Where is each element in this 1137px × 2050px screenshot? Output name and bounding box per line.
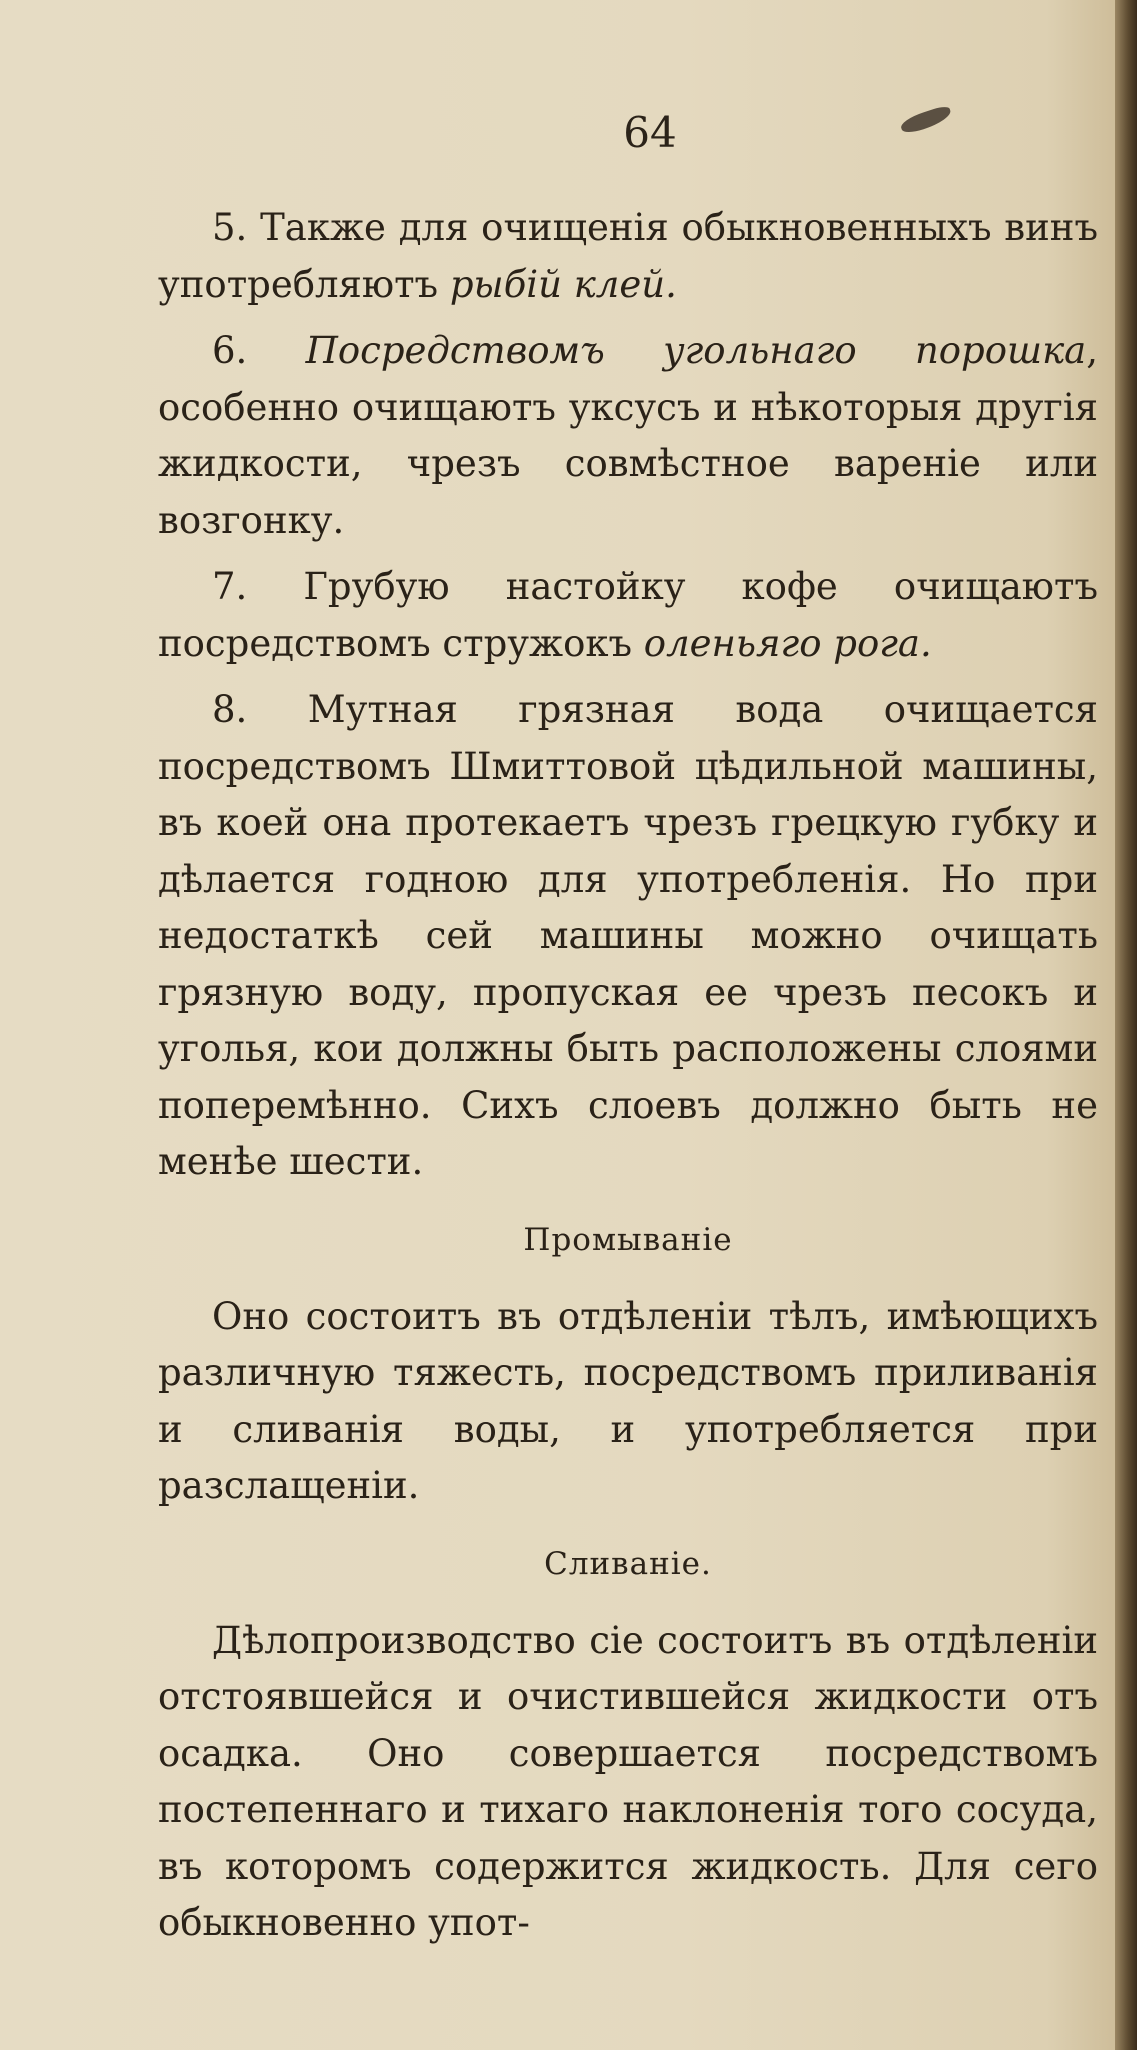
section-washing-text: Оно состоитъ въ отдѣленіи тѣлъ, имѣющихъ различную тяжесть, посредствомъ приливанія и сливанія воды, и употребляется при разслащеніи. <box>158 1294 1098 1507</box>
paragraph-6-text: , особенно очищаютъ уксусъ и нѣкоторыя другія жидкости, чрезъ совмѣстное вареніе или возгонку. <box>158 329 1098 542</box>
paragraph-6-number: 6. <box>212 329 306 372</box>
paragraph-7 <box>158 559 1098 672</box>
paragraph-5-text: 5. Также для очищенія обыкновенныхъ винъ употребляютъ <box>158 206 1098 306</box>
section-heading-washing: Промываніе <box>523 1221 733 1258</box>
paragraph-6-italic: Посредствомъ угольнаго порошка <box>305 329 1087 372</box>
paragraph-8 <box>158 682 1098 1191</box>
ink-blot <box>899 104 953 135</box>
page-text <box>158 200 1098 1962</box>
page-binding-edge <box>1115 0 1137 2050</box>
section-heading-decanting: Сливаніе. <box>544 1545 712 1582</box>
page-number: 64 <box>623 108 677 157</box>
paragraph-7-text: 7. Грубую настойку кофе очищаютъ посредствомъ стружокъ <box>158 565 1098 665</box>
paragraph-6 <box>158 323 1098 549</box>
section-decanting-text: Дѣлопроизводство сіе состоитъ въ отдѣленіи отстоявшейся и очистившейся жидкости отъ осадка. Оно совершается посредствомъ постепеннаго и тихаго наклоненія того сосуда, въ которомъ содержится жидкость. Для сего обыкновенно упот- <box>158 1618 1098 1944</box>
paragraph-5 <box>158 200 1098 313</box>
paragraph-8-text: 8. Мутная грязная вода очищается посредствомъ Шмиттовой цѣдильной машины, въ коей она протекаетъ чрезъ грецкую губку и дѣлается годною для употребленія. Но при недостаткѣ сей машины можно очищать грязную воду, пропуская ее чрезъ песокъ и уголья, кои должны быть расположены слоями поперемѣнно. Сихъ слоевъ должно быть не менѣе шести. <box>158 688 1098 1183</box>
paragraph-7-italic: оленьяго рога. <box>643 621 932 665</box>
paragraph-5-italic: рыбій клей. <box>449 262 677 306</box>
